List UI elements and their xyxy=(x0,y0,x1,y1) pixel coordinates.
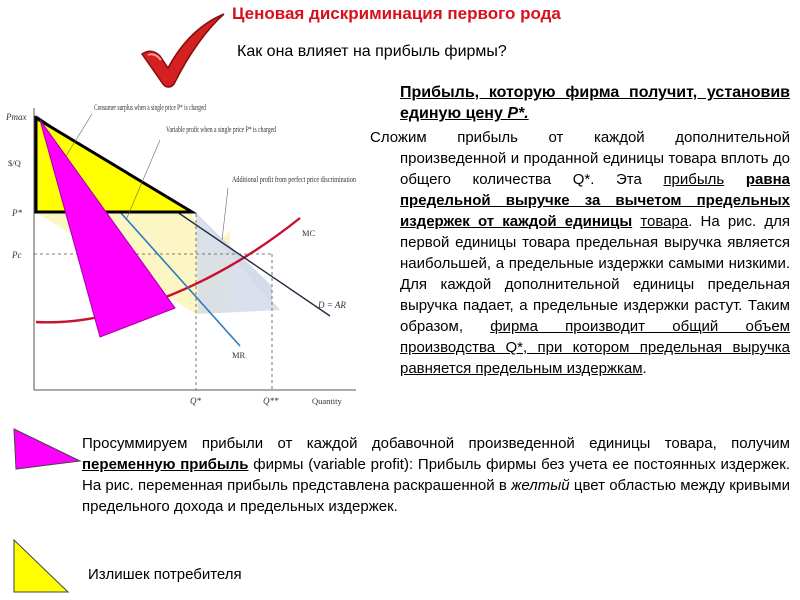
annotation-consumer-surplus: Consumer surplus when a single price P* is charged xyxy=(94,102,207,112)
annotation-variable-profit: Variable profit when a single price P* is charged xyxy=(166,124,277,134)
body1-text: . На рис. для первой единицы товара предельная выручка является наибольшей, а предельные издержки самыми низкими. Для каждой дополнительной единицы предельная выручка падает, а предельные издержки растут. Таким образом, xyxy=(400,213,791,335)
subtitle: Как она влияет на прибыль фирмы? xyxy=(237,43,507,60)
body1-text: Сложим прибыль от каждой дополнительной произведенной и проданной единицы товара вплоть до общего количества Q*. Эта xyxy=(370,129,790,188)
additional-profit-region-2 xyxy=(196,212,280,314)
x-label-qstarstar: Q** xyxy=(263,396,279,406)
explanation-paragraph xyxy=(370,127,790,379)
heading-text: Прибыль, которую фирма получит, установив единую цену xyxy=(400,84,790,122)
body2-bold-term: переменную прибыль xyxy=(82,456,249,473)
body1-space xyxy=(724,171,746,188)
mr-label: MR xyxy=(232,350,246,360)
body2-italic-color: желтый xyxy=(511,477,570,494)
checkmark-icon xyxy=(138,10,228,90)
x-label-qstar: Q* xyxy=(190,396,201,406)
price-discrimination-chart xyxy=(0,90,362,420)
body2-text: цвет областью между кривыми предельного дохода и предельных издержек. xyxy=(82,477,790,515)
body1-bold-definition: равна предельной выручке за вычетом предельных издержек от каждой единицы xyxy=(400,171,790,230)
heading-price-symbol: P*. xyxy=(507,105,529,122)
body1-end: . xyxy=(642,360,647,377)
page-title: Ценовая дискриминация первого рода xyxy=(232,4,561,23)
variable-profit-paragraph xyxy=(82,433,790,517)
demand-label: D = AR xyxy=(318,300,346,310)
y-label-pmax: Pmax xyxy=(6,112,27,122)
consumer-surplus-legend-icon xyxy=(12,538,70,594)
body2-text: фирмы (variable profit): Прибыль фирмы без учета ее постоянных издержек. На рис. переменная прибыль представлена раскрашенной в xyxy=(82,456,790,494)
section-heading xyxy=(400,82,790,124)
y-label-pc: Pc xyxy=(12,250,22,260)
x-label-quantity: Quantity xyxy=(312,396,342,406)
mc-label: MC xyxy=(302,228,316,238)
annotation-pointer xyxy=(222,188,228,240)
body1-underline-conclusion: фирма производит общий объем производства Q*, при котором предельная выручка равняется предельным издержкам xyxy=(400,318,790,377)
y-label-pstar: P* xyxy=(12,208,22,218)
body1-underline-goods: товара xyxy=(640,213,689,230)
y-label-dollar-per-q: $/Q xyxy=(8,158,21,168)
annotation-additional-profit: Additional profit from perfect price discrimination xyxy=(232,174,357,184)
variable-profit-legend-icon xyxy=(12,427,82,471)
consumer-surplus-legend-label: Излишек потребителя xyxy=(88,566,242,583)
body1-underline-profit: прибыль xyxy=(663,171,725,188)
body2-text: Просуммируем прибыли от каждой добавочной произведенной единицы товара, получим xyxy=(82,435,790,452)
